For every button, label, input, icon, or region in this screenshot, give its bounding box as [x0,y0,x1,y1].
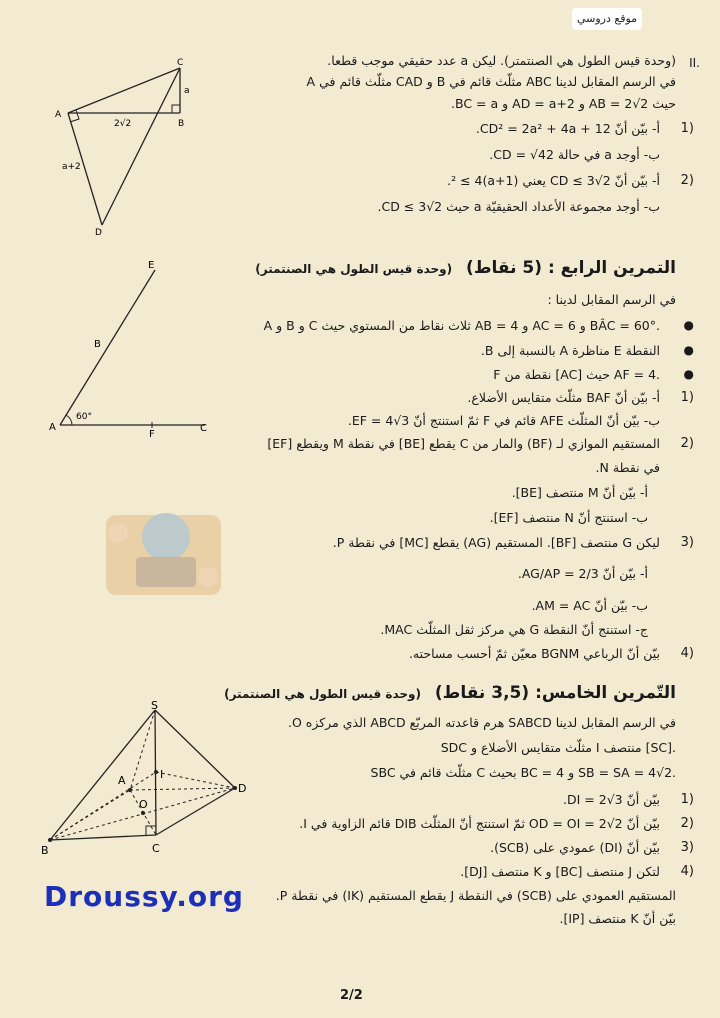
ex5-title-text: التّمرين الخامس: (3,5 نقاط) [434,683,676,703]
ex4-num-2: 2) [680,436,694,451]
fig3-label-B: B [41,844,49,857]
ex5-num-2: 2) [680,816,694,831]
ex2-line-2: في الرسم المقابل لدينا ABC مثلّث قائم في B و CAD مثلّث قائم في A [306,74,676,89]
fig2-label-A: A [49,422,56,433]
ex2-q1b: ب- أوجد a في حالة CD = √42. [489,147,660,162]
ex5-intro-1: في الرسم المقابل لدينا SABCD هرم قاعدته المربّع ABCD الذي مركزه O. [287,715,676,730]
fig1-label-C: C [177,58,184,68]
ex5-intro-2: SDC مثلّث متقايس الأضلاع و I منتصف [SC]. [440,740,676,755]
fig2-label-F: F [149,429,155,440]
fig3-label-C: C [152,842,160,855]
ex5-q2: بيّن أنّ OD = OI = 2√2 ثمّ استنتج أنّ المثلّث DIB قائم الزاوية في I. [299,816,660,831]
fig3-label-S: S [151,700,158,712]
ex4-q2-cont: في نقطة N. [595,460,660,475]
ex4-q2a: أ- بيّن أنّ M منتصف [BE]. [511,485,648,500]
ex2-num-1: 1) [680,121,694,136]
ex4-q3c: ج- استنتج أنّ النقطة G هي مركز ثقل المثلّث MAC. [380,622,648,637]
ex2-q1a: أ- بيّن أنّ CD² = 2a² + 4a + 12. [475,121,660,136]
ex4-q2: المستقيم الموازي لـ (BF) والمار من C يقطع [BE] في نقطة M ويقطع [EF] [267,436,660,451]
page-number: 2/2 [340,988,363,1003]
site-tag[interactable]: موقع دروسي [572,8,642,30]
droussy-logo[interactable]: Droussy.org [44,880,244,913]
fig3-label-D: D [238,782,247,795]
ex4-q4: بيّن أنّ الرباعي BGNM معيّن ثمّ أحسب مساحته. [408,646,660,661]
ex5-q4: لتكن J منتصف [BC] و K منتصف [DJ]. [460,864,660,879]
ex4-title [255,258,676,278]
fig2-label-E: E [148,260,155,271]
ex4-num-1: 1) [680,390,694,405]
fig2-label-angle: 60° [76,412,92,422]
ex4-q2b: ب- استنتج أنّ N منتصف [EF]. [489,510,648,525]
fig1-label-A: A [55,110,62,120]
ex4-bullet-1: A و B و C ثلاث نقاط من المستوي حيث AB = 4 و AC = 6 و BÂC = 60°. [263,318,660,333]
ex5-q4c: بيّن أنّ K منتصف [IP]. [559,911,676,926]
ex5-num-1: 1) [680,792,694,807]
ex4-bullet-2: النقطة E مناظرة A بالنسبة إلى B. [480,343,660,358]
ex5-q3: بيّن أنّ (DI) عمودي على (SCB). [490,840,660,855]
triangle-figure-abcd [50,55,200,240]
fig2-label-C: C [200,423,207,434]
fig1-label-D: D [95,228,102,238]
fig1-label-ad: a+2 [62,162,81,172]
ex5-q4b: المستقيم العمودي على (SCB) في النقطة J يقطع المستقيم (IK) في نقطة P. [275,888,676,903]
ex4-q3: ليكن G منتصف [BF]. المستقيم (AG) يقطع [MC] في نقطة P. [332,535,660,550]
ex4-bullet-3: F نقطة من [AC] حيث AF = 4. [493,367,660,382]
fig1-label-ab: 2√2 [114,119,132,129]
ex4-intro: في الرسم المقابل لدينا : [547,292,676,307]
ex5-intro-3: SBC مثلّث قائم في C بحيث BC = 4 و SB = SA = 4√2. [370,765,676,780]
ex4-num-3: 3) [680,535,694,550]
ex4-title-text: التمرين الرابع : (5 نقاط) [466,258,676,278]
ex2-q2b: ب- أوجد مجموعة الأعداد الحقيقيّة a حيث CD ≤ 3√2. [377,199,660,214]
fig2-label-B: B [94,339,101,350]
ex4-bullet-1-dot: ● [683,318,694,332]
ex4-num-4: 4) [680,646,694,661]
ex5-unit: (وحدة قيس الطول هي الصنتمتر) [224,687,421,701]
ex5-num-3: 3) [680,840,694,855]
fig1-label-B: B [178,119,185,129]
ex5-title [224,683,676,703]
ex5-q1: بيّن أنّ DI = 2√3. [563,792,660,807]
ex4-bullet-2-dot: ● [683,343,694,357]
ex4-q3b: ب- بيّن أنّ AM = AC. [531,598,648,613]
ex4-q1a: أ- بيّن أنّ BAF مثلّث متقايس الأضلاع. [467,390,660,405]
ex2-num-2: 2) [680,173,694,188]
ex4-unit: (وحدة قيس الطول هي الصنتمتر) [255,262,453,276]
fig1-label-a: a [184,86,190,96]
ex4-q3a: أ- بيّن أنّ AG/AP = 2/3. [517,566,648,581]
ex2-line-3: حيث AB = 2√2 و AD = a+2 و BC = a. [451,96,676,111]
ex2-q2a: أ- بيّن أنّ CD ≤ 3√2 يعني (a+1)² ≤ 4. [447,173,660,188]
ex4-q1b: ب- بيّن أنّ المثلّث AFE قائم في F ثمّ استنتج أنّ EF = 4√3. [347,413,660,428]
ex2-line-1: (وحدة قيس الطول هي الصنتمتر). ليكن a عدد حقيقي موجب قطعا. [327,53,676,68]
fig3-label-I: I [160,768,164,781]
ex5-num-4: 4) [680,864,694,879]
watermark-illustration [96,495,231,610]
pyramid-figure [38,700,263,860]
figure-eabfc [45,255,220,440]
fig3-label-O: O [139,798,148,811]
ex2-number: II. [689,56,700,70]
ex4-bullet-3-dot: ● [683,367,694,381]
fig3-label-A: A [118,774,126,787]
